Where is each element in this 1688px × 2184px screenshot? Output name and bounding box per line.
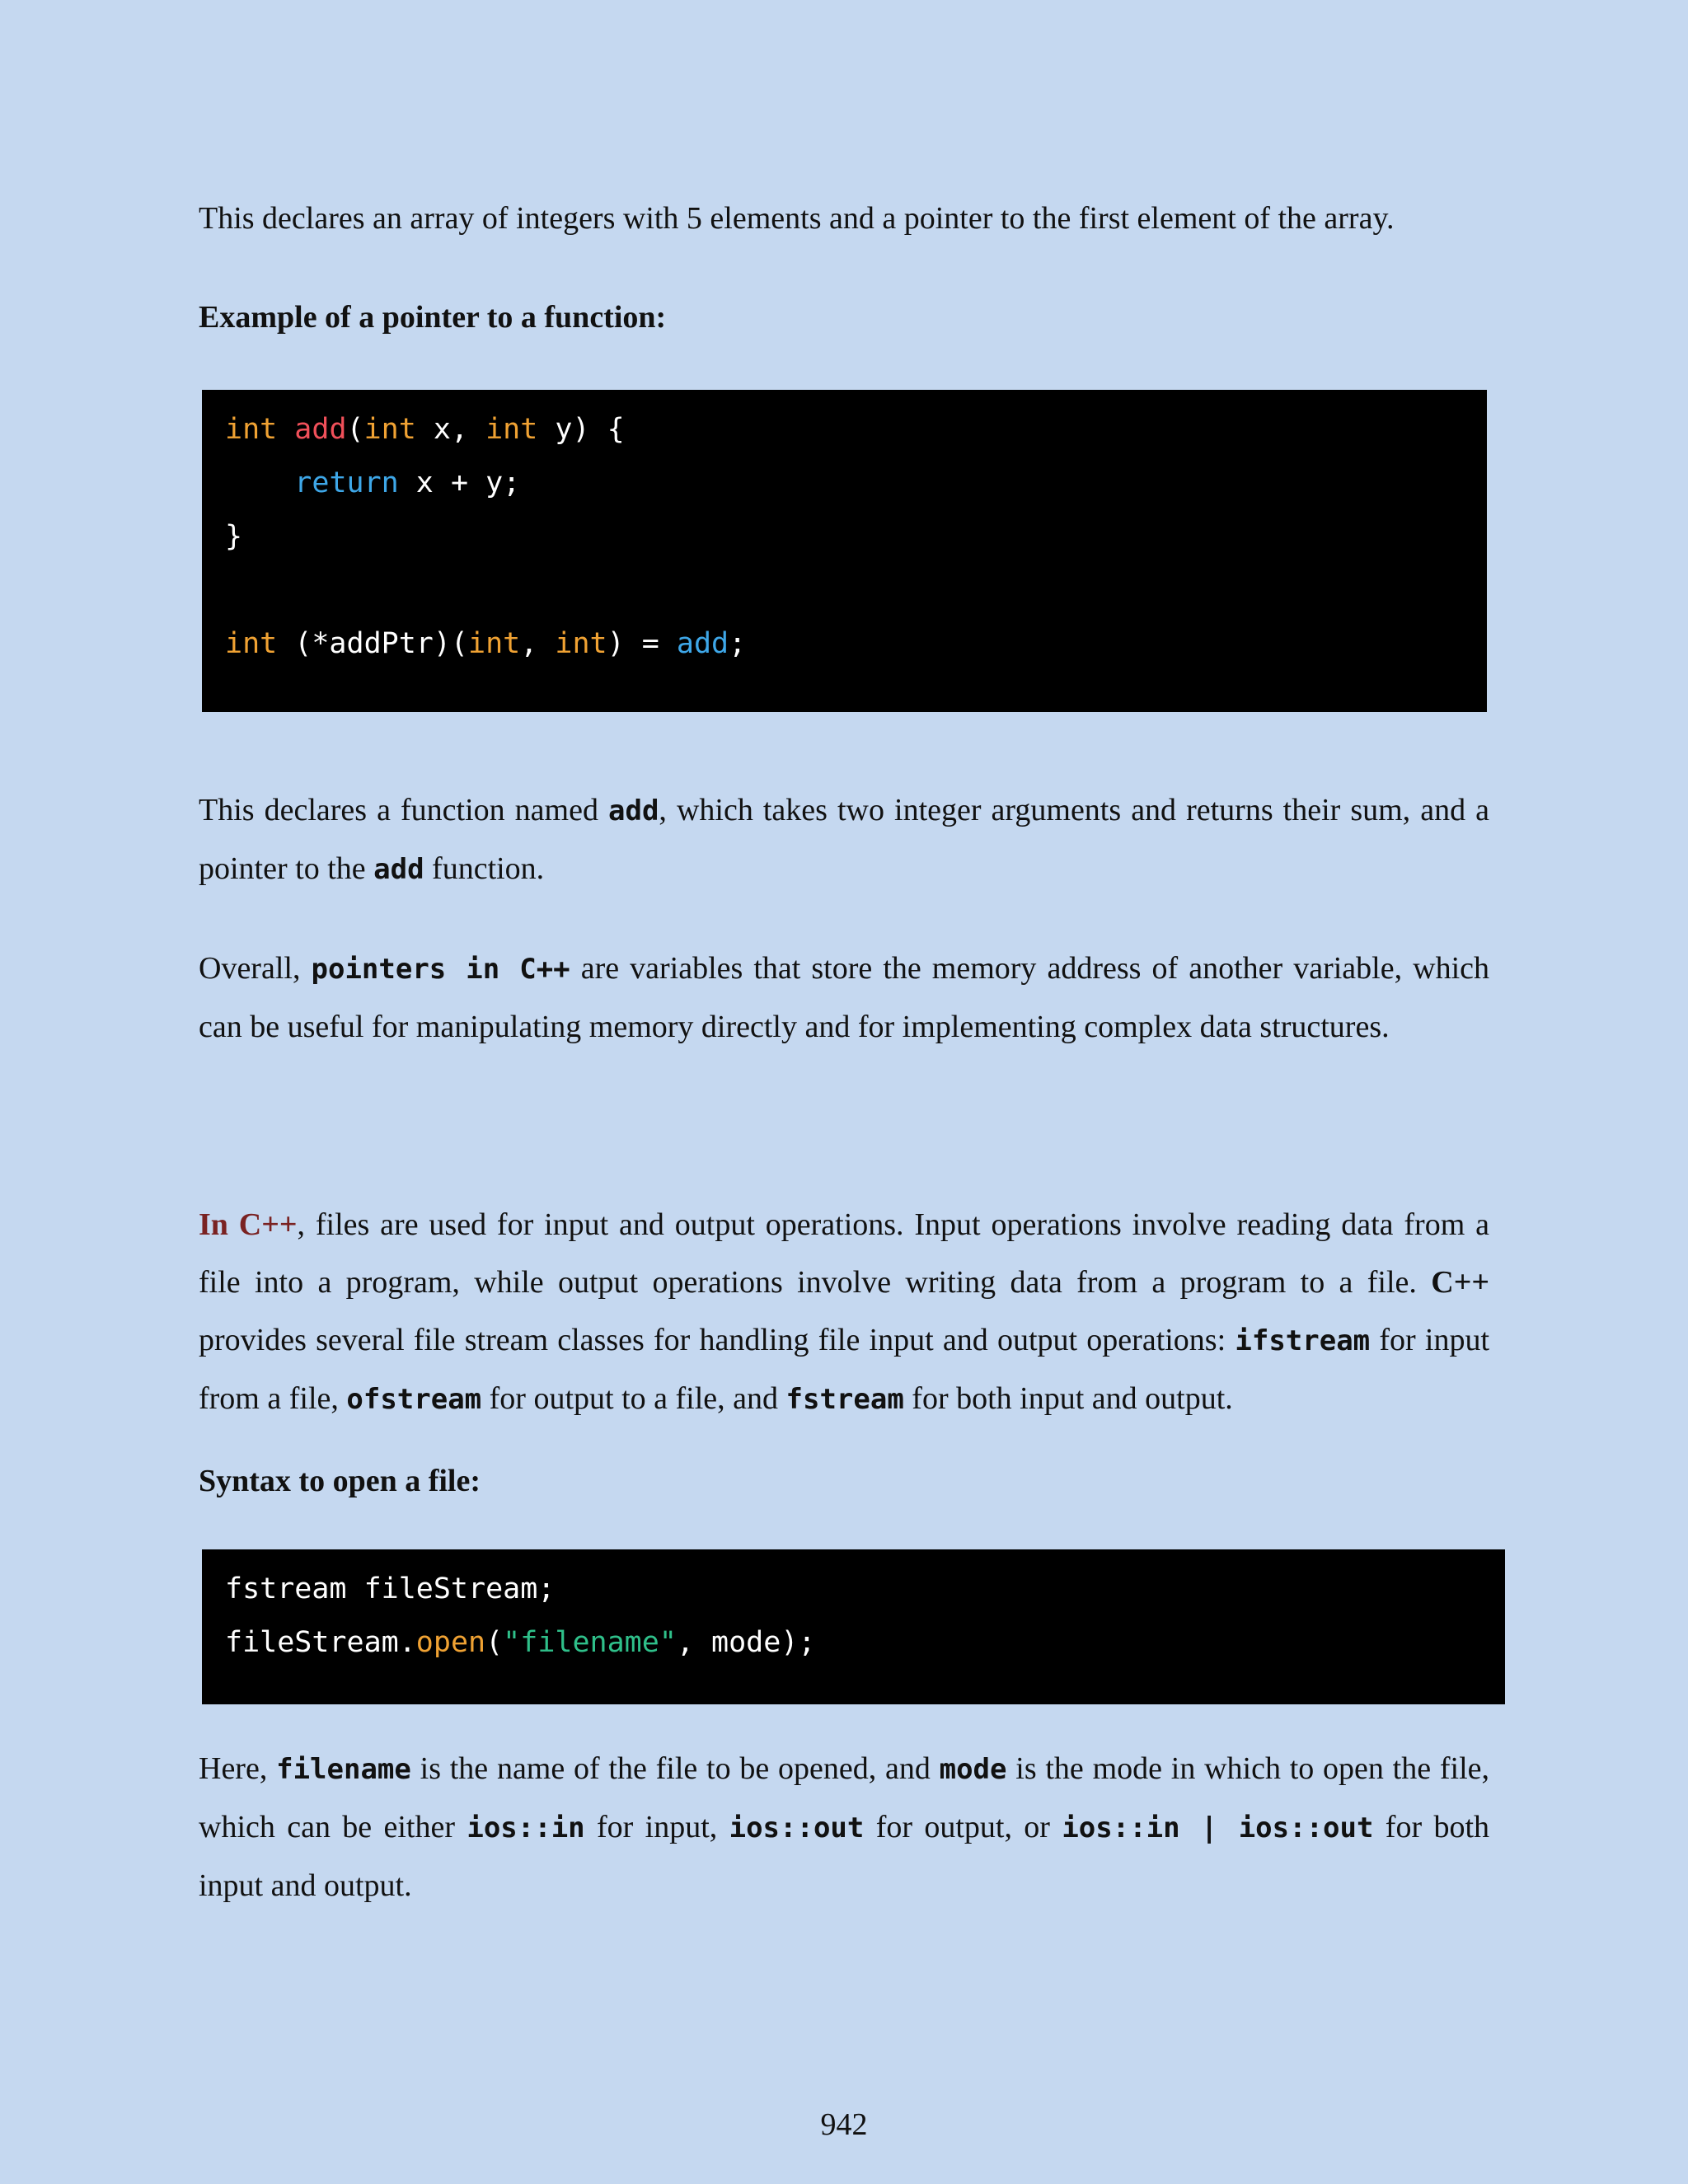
code-token: x + y; (398, 466, 521, 499)
text-run: This declares a function named (199, 793, 608, 827)
code-line-1 (225, 403, 1464, 457)
inline-code: filename (276, 1753, 411, 1786)
paragraph-pointers-overview (199, 940, 1489, 1056)
code-token: ) = (607, 627, 677, 660)
code-token: add (294, 413, 347, 446)
code-token: int (555, 627, 607, 660)
code-token: ; (729, 627, 747, 660)
inline-code: ifstream (1235, 1324, 1371, 1357)
code-token: , mode); (676, 1626, 816, 1659)
code-block-open-file (202, 1549, 1505, 1704)
code-token: fstream fileStream; (225, 1572, 556, 1605)
highlighted-term: In C++ (199, 1207, 298, 1242)
text-run: for both input and output. (199, 1810, 1490, 1903)
inline-code: ofstream (346, 1383, 482, 1416)
code-token: "filename" (503, 1626, 677, 1659)
paragraph-array-pointer (199, 190, 1489, 247)
code-token: ( (346, 413, 364, 446)
text-run: provides several file stream classes for handling file input and output operations: (199, 1323, 1236, 1357)
paragraph-text: This declares an array of integers with 5 elements and a pointer to the first element of the array. (199, 201, 1395, 236)
text-run: is the mode in which to open the file, which can be either (199, 1751, 1489, 1844)
code-line-1 (225, 1563, 1482, 1616)
code-block-function-pointer (202, 390, 1487, 712)
text-run: for input, (584, 1810, 729, 1844)
code-token: , (520, 627, 556, 660)
code-token (225, 466, 294, 499)
code-token: int (363, 413, 416, 446)
heading-function-pointer: Example of a pointer to a function: (199, 300, 667, 335)
text-run: for both input and output. (903, 1381, 1233, 1416)
code-line-2 (225, 457, 1464, 510)
inline-code: ios::out (729, 1811, 865, 1844)
text-run: Here, (199, 1751, 277, 1786)
paragraph-file-streams (199, 1196, 1489, 1428)
code-line-5 (225, 617, 1464, 671)
code-token (277, 413, 294, 446)
text-run: is the name of the file to be opened, and (410, 1751, 940, 1786)
text-run: for output to a file, and (481, 1381, 786, 1416)
text-run: , which takes two integer arguments and returns their sum, and a pointer to the (199, 793, 1489, 886)
code-token: x, (415, 413, 486, 446)
text-run: function. (424, 851, 545, 886)
code-line-4 (225, 564, 1464, 617)
text-run: are variables that store the memory address of another variable, which can be useful for manipulating memory directly and for implementing complex data structures. (199, 951, 1489, 1044)
inline-code: mode (939, 1753, 1007, 1786)
code-token: add (676, 627, 729, 660)
inline-code: add (373, 853, 424, 886)
text-run: for input from a file, (199, 1323, 1489, 1416)
code-token: y) { (537, 413, 625, 446)
paragraph-add-function (199, 781, 1489, 898)
code-token: } (225, 520, 243, 553)
paragraph-file-modes (199, 1740, 1489, 1915)
code-token: ( (485, 1626, 504, 1659)
code-token: open (415, 1626, 486, 1659)
code-token: (*addPtr)( (277, 627, 469, 660)
code-token: int (485, 413, 538, 446)
inline-code: ios::in (467, 1811, 585, 1844)
bold-term: C++ (1431, 1265, 1489, 1300)
inline-code: add (608, 794, 659, 827)
code-token: int (225, 413, 278, 446)
code-line-2 (225, 1616, 1482, 1670)
code-token: int (468, 627, 521, 660)
inline-code: pointers in C++ (311, 953, 570, 986)
page-number: 942 (820, 2107, 868, 2142)
inline-code: ios::in | ios::out (1062, 1811, 1374, 1844)
code-token: return (294, 466, 399, 499)
code-token: int (225, 627, 278, 660)
code-token: fileStream. (225, 1626, 416, 1659)
code-line-3 (225, 510, 1464, 564)
text-run: , files are used for input and output operations. Input operations involve reading data from a file into a program, while output operations involve writing data from a program to a file. (199, 1207, 1489, 1300)
heading-open-file: Syntax to open a file: (199, 1464, 481, 1498)
inline-code: fstream (785, 1383, 904, 1416)
text-run: for output, or (864, 1810, 1062, 1844)
text-run: Overall, (199, 951, 312, 986)
